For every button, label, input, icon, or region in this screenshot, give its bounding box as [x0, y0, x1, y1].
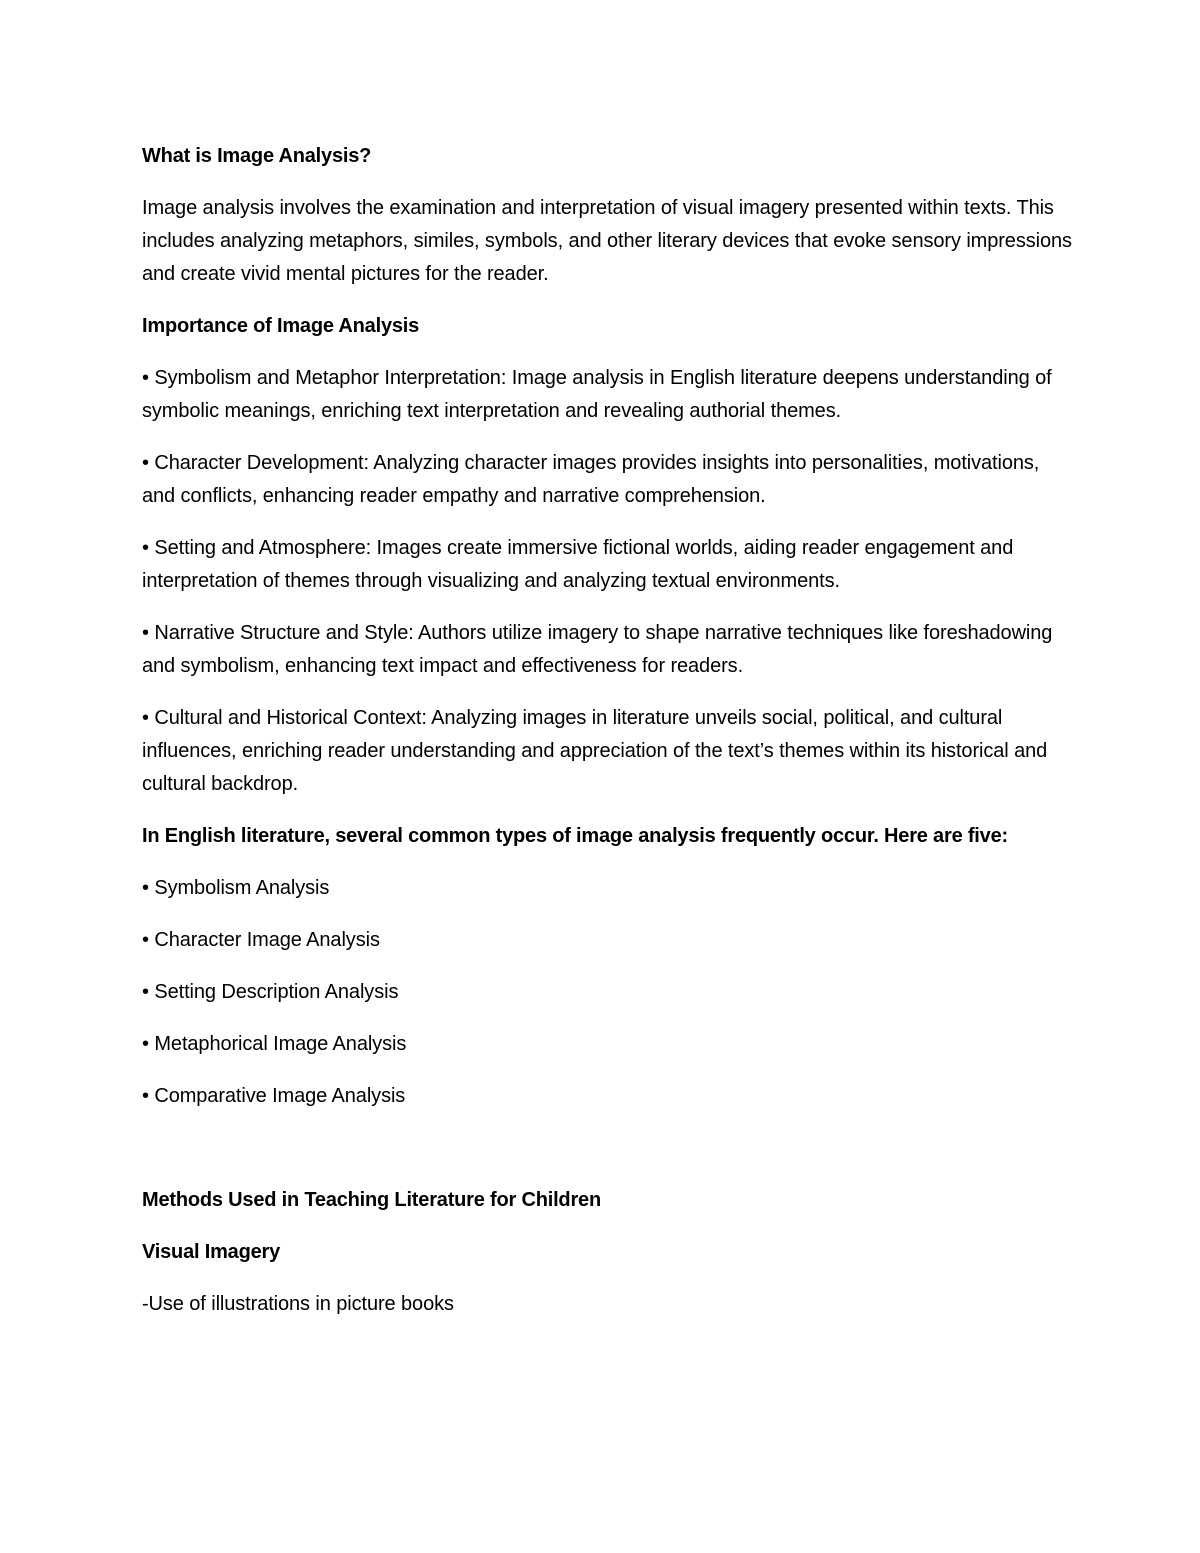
list-item-character-image-analysis: • Character Image Analysis — [142, 929, 380, 951]
list-item-setting-description-analysis: • Setting Description Analysis — [142, 981, 399, 1003]
paragraph-image-analysis-definition: Image analysis involves the examination and interpretation of visual imagery presented within texts. This includes analyzing metaphors, similes, symbols, and other literary devices that evoke sensory impressions and create vivid mental pictures for the reader. — [142, 197, 1072, 285]
bullet-character-development: • Character Development: Analyzing character images provides insights into personalities, motivations, and conflicts, enhancing reader empathy and narrative comprehension. — [142, 452, 1040, 507]
list-item-symbolism-analysis: • Symbolism Analysis — [142, 877, 330, 899]
list-item-metaphorical-image-analysis: • Metaphorical Image Analysis — [142, 1033, 407, 1055]
document-body — [142, 140, 1072, 1340]
line-illustrations-picture-books: -Use of illustrations in picture books — [142, 1293, 454, 1315]
heading-common-types: In English literature, several common types of image analysis frequently occur. Here are five: — [142, 825, 1008, 847]
bullet-narrative-structure: • Narrative Structure and Style: Authors utilize imagery to shape narrative techniques like foreshadowing and symbolism, enhancing text impact and effectiveness for readers. — [142, 622, 1053, 677]
heading-teaching-methods: Methods Used in Teaching Literature for Children — [142, 1189, 601, 1211]
heading-what-is-image-analysis: What is Image Analysis? — [142, 145, 372, 167]
list-item-comparative-image-analysis: • Comparative Image Analysis — [142, 1085, 406, 1107]
blank-line — [142, 1132, 1072, 1184]
heading-visual-imagery: Visual Imagery — [142, 1241, 281, 1263]
bullet-cultural-historical: • Cultural and Historical Context: Analyzing images in literature unveils social, political, and cultural influences, enriching reader understanding and appreciation of the text’s themes within its historical and cultural backdrop. — [142, 707, 1048, 795]
bullet-setting-atmosphere: • Setting and Atmosphere: Images create immersive fictional worlds, aiding reader engagement and interpretation of themes through visualizing and analyzing textual environments. — [142, 537, 1014, 592]
heading-importance: Importance of Image Analysis — [142, 315, 420, 337]
bullet-symbolism-metaphor: • Symbolism and Metaphor Interpretation: Image analysis in English literature deepens understanding of symbolic meanings, enriching text interpretation and revealing authorial themes. — [142, 367, 1052, 422]
